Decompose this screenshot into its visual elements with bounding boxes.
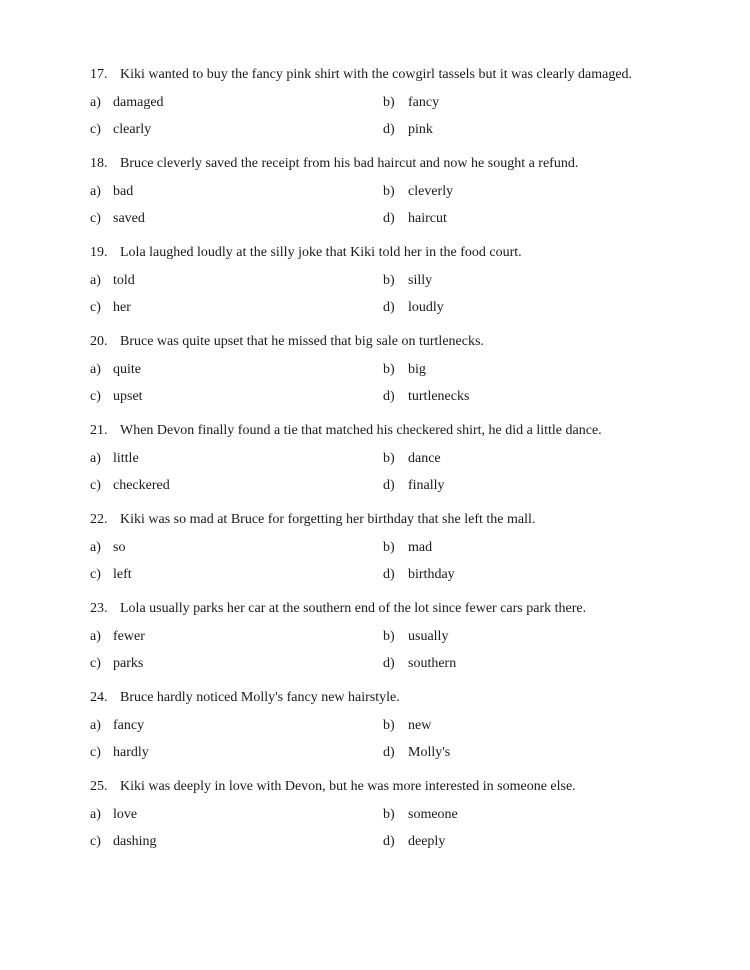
option-a[interactable] <box>90 184 133 200</box>
option-letter: d) <box>383 300 395 315</box>
question-number: 23. <box>90 601 108 616</box>
question-text: Lola laughed loudly at the silly joke that Kiki told her in the food court. <box>120 245 522 260</box>
question-number: 20. <box>90 334 108 349</box>
question-text: When Devon finally found a tie that matched his checkered shirt, he did a little dance. <box>120 423 602 438</box>
question-stem <box>90 156 578 172</box>
option-text: dance <box>408 451 441 466</box>
question-23 <box>90 601 710 681</box>
question-18 <box>90 156 710 236</box>
question-number: 17. <box>90 67 108 82</box>
option-letter: b) <box>383 629 395 644</box>
option-text: saved <box>113 211 145 226</box>
option-letter: d) <box>383 834 395 849</box>
option-letter: d) <box>383 745 395 760</box>
option-b[interactable] <box>383 184 453 200</box>
option-text: so <box>113 540 126 555</box>
option-text: usually <box>408 629 449 644</box>
option-c[interactable] <box>90 122 151 138</box>
option-text: bad <box>113 184 134 199</box>
option-letter: b) <box>383 718 395 733</box>
option-letter: c) <box>90 478 101 493</box>
option-letter: a) <box>90 807 101 822</box>
option-letter: d) <box>383 656 395 671</box>
option-d[interactable] <box>383 122 433 138</box>
option-text: finally <box>408 478 445 493</box>
option-letter: a) <box>90 629 101 644</box>
option-c[interactable] <box>90 834 157 850</box>
option-letter: b) <box>383 184 395 199</box>
question-stem <box>90 601 586 617</box>
question-21 <box>90 423 710 503</box>
option-letter: b) <box>383 540 395 555</box>
option-d[interactable] <box>383 656 456 672</box>
option-text: loudly <box>408 300 444 315</box>
option-a[interactable] <box>90 718 144 734</box>
option-text: mad <box>408 540 433 555</box>
option-letter: a) <box>90 273 101 288</box>
option-letter: a) <box>90 451 101 466</box>
option-b[interactable] <box>383 273 432 289</box>
question-20 <box>90 334 710 414</box>
option-letter: b) <box>383 95 395 110</box>
option-b[interactable] <box>383 451 441 467</box>
question-text: Kiki was so mad at Bruce for forgetting her birthday that she left the mall. <box>120 512 536 527</box>
option-letter: b) <box>383 362 395 377</box>
question-text: Bruce was quite upset that he missed that big sale on turtlenecks. <box>120 334 484 349</box>
option-letter: b) <box>383 451 395 466</box>
option-text: told <box>113 273 135 288</box>
option-text: cleverly <box>408 184 454 199</box>
option-c[interactable] <box>90 656 143 672</box>
option-text: haircut <box>408 211 447 226</box>
option-b[interactable] <box>383 629 448 645</box>
option-letter: c) <box>90 122 101 137</box>
option-text: silly <box>408 273 433 288</box>
option-d[interactable] <box>383 478 445 494</box>
option-letter: a) <box>90 95 101 110</box>
option-b[interactable] <box>383 362 426 378</box>
question-text: Bruce hardly noticed Molly's fancy new hairstyle. <box>120 690 400 705</box>
question-text: Kiki was deeply in love with Devon, but he was more interested in someone else. <box>120 779 576 794</box>
option-text: her <box>113 300 131 315</box>
question-17 <box>90 67 710 147</box>
option-c[interactable] <box>90 745 149 761</box>
question-text: Bruce cleverly saved the receipt from his bad haircut and now he sought a refund. <box>120 156 579 171</box>
option-d[interactable] <box>383 834 445 850</box>
option-d[interactable] <box>383 300 444 316</box>
option-letter: c) <box>90 211 101 226</box>
option-text: southern <box>408 656 457 671</box>
option-b[interactable] <box>383 807 458 823</box>
option-b[interactable] <box>383 540 432 556</box>
option-text: love <box>113 807 138 822</box>
question-stem <box>90 690 400 706</box>
option-letter: d) <box>383 389 395 404</box>
question-19 <box>90 245 710 325</box>
option-text: pink <box>408 122 433 137</box>
option-text: big <box>408 362 426 377</box>
option-letter: c) <box>90 834 101 849</box>
option-a[interactable] <box>90 362 141 378</box>
option-c[interactable] <box>90 567 132 583</box>
option-letter: c) <box>90 300 101 315</box>
option-a[interactable] <box>90 540 125 556</box>
option-letter: d) <box>383 211 395 226</box>
question-stem <box>90 334 484 350</box>
option-text: new <box>408 718 432 733</box>
question-number: 22. <box>90 512 108 527</box>
option-letter: a) <box>90 362 101 377</box>
question-stem <box>90 423 602 439</box>
option-d[interactable] <box>383 745 450 761</box>
option-letter: c) <box>90 656 101 671</box>
option-d[interactable] <box>383 389 469 405</box>
question-text: Kiki wanted to buy the fancy pink shirt with the cowgirl tassels but it was clearly damaged. <box>120 67 633 82</box>
question-stem <box>90 67 632 83</box>
option-letter: c) <box>90 567 101 582</box>
option-b[interactable] <box>383 95 439 111</box>
option-letter: c) <box>90 745 101 760</box>
option-text: fancy <box>408 95 440 110</box>
option-c[interactable] <box>90 300 131 316</box>
option-c[interactable] <box>90 478 170 494</box>
option-a[interactable] <box>90 451 139 467</box>
option-text: dashing <box>113 834 157 849</box>
option-letter: a) <box>90 540 101 555</box>
option-letter: d) <box>383 567 395 582</box>
option-a[interactable] <box>90 807 137 823</box>
option-a[interactable] <box>90 629 145 645</box>
option-text: someone <box>408 807 458 822</box>
option-text: fancy <box>113 718 145 733</box>
question-number: 24. <box>90 690 108 705</box>
option-text: little <box>113 451 139 466</box>
question-text: Lola usually parks her car at the southern end of the lot since fewer cars park there. <box>120 601 587 616</box>
question-stem <box>90 779 576 795</box>
question-number: 19. <box>90 245 108 260</box>
question-25 <box>90 779 710 859</box>
option-text: hardly <box>113 745 149 760</box>
option-letter: a) <box>90 184 101 199</box>
option-letter: b) <box>383 273 395 288</box>
option-letter: d) <box>383 122 395 137</box>
option-text: quite <box>113 362 141 377</box>
option-text: checkered <box>113 478 170 493</box>
question-24 <box>90 690 710 770</box>
option-text: Molly's <box>408 745 451 760</box>
option-letter: b) <box>383 807 395 822</box>
option-c[interactable] <box>90 389 143 405</box>
question-stem <box>90 512 535 528</box>
question-stem <box>90 245 522 261</box>
option-a[interactable] <box>90 95 164 111</box>
question-number: 18. <box>90 156 108 171</box>
option-letter: d) <box>383 478 395 493</box>
option-b[interactable] <box>383 718 431 734</box>
option-text: damaged <box>113 95 164 110</box>
option-text: left <box>113 567 132 582</box>
option-a[interactable] <box>90 273 135 289</box>
option-text: parks <box>113 656 144 671</box>
option-d[interactable] <box>383 211 447 227</box>
question-number: 25. <box>90 779 108 794</box>
option-text: clearly <box>113 122 152 137</box>
option-c[interactable] <box>90 211 145 227</box>
option-d[interactable] <box>383 567 455 583</box>
option-letter: a) <box>90 718 101 733</box>
question-22 <box>90 512 710 592</box>
option-text: upset <box>113 389 143 404</box>
option-letter: c) <box>90 389 101 404</box>
option-text: turtlenecks <box>408 389 470 404</box>
question-number: 21. <box>90 423 108 438</box>
option-text: deeply <box>408 834 446 849</box>
option-text: birthday <box>408 567 455 582</box>
option-text: fewer <box>113 629 145 644</box>
